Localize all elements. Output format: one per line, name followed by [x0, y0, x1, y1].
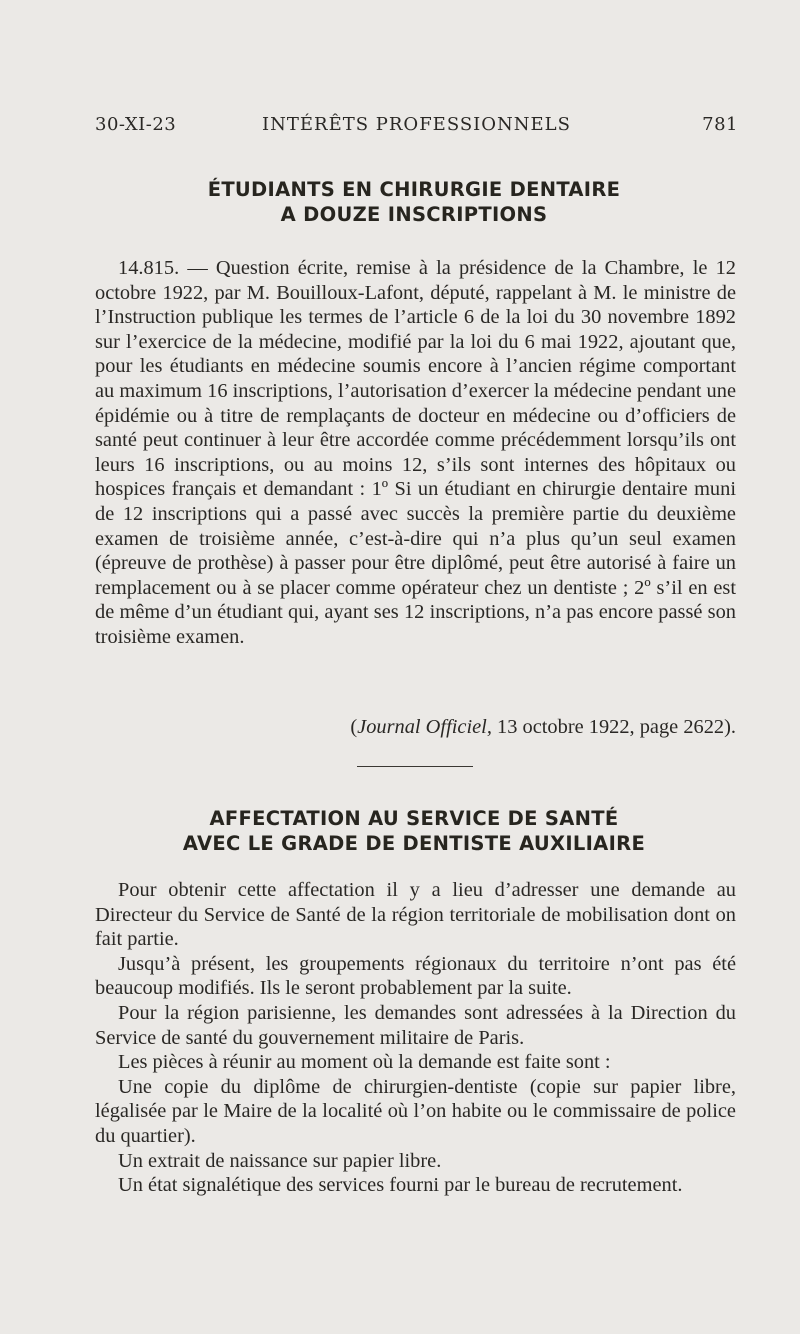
citation-details: 13 octobre 1922, page 2622).	[491, 716, 736, 738]
section-divider	[357, 766, 473, 767]
header-date: 30-XI-23	[95, 114, 177, 135]
section1-paragraph: 14.815. — Question écrite, remise à la présidence de la Chambre, le 12 octobre 1922, par M. Bouilloux-Lafont, député, rappelant à M. le ministre de l’Instruction publique les termes de l’article 6 de la loi du 30 novembre 1892 sur l’exercice de la médecine, modifié par la loi du 6 mai 1922, ajoutant que, pour les étudiants en médecine soumis encore à l’ancien régime comportant au maximum 16 inscriptions, l’autorisation d’exercer la médecine pendant une épidémie ou à titre de remplaçants de docteur en médecine ou d’officiers de santé peut continuer à leur être accordée comme précédemment lorsqu’ils ont leurs 16 inscriptions, ou au moins 12, s’ils sont internes des hôpitaux ou hospices français et demandant : 1º Si un étudiant en chirurgie dentaire muni de 12 inscriptions qui a passé avec succès la première partie du deuxième examen de troisième année, c’est-à-dire qui n’a plus qu’un seul examen (épreuve de prothèse) à passer pour être diplômé, peut être autorisé à faire un remplacement ou à se placer comme opérateur chez un dentiste ; 2º s’il en est de même d’un étudiant qui, ayant ses 12 inscriptions, n’a pas encore passé son troisième examen.	[95, 257, 736, 648]
section2-paragraph: Un extrait de naissance sur papier libre.	[118, 1149, 442, 1172]
section1-heading-line1: ÉTUDIANTS EN CHIRURGIE DENTAIRE	[207, 178, 621, 201]
section2-body	[95, 878, 736, 1198]
section2-paragraph: Un état signalétique des services fourni par le bureau de recrutement.	[118, 1174, 683, 1197]
citation-journal: Journal Officiel,	[357, 716, 492, 738]
header-title: INTÉRÊTS PROFESSIONNELS	[262, 114, 571, 135]
section1-heading	[90, 177, 738, 227]
section2-heading-line2: AVEC LE GRADE DE DENTISTE AUXILIAIRE	[182, 832, 646, 855]
section2-paragraph: Pour la région parisienne, les demandes sont adressées à la Direction du Service de santé du gouvernement militaire de Paris.	[95, 1001, 736, 1049]
section2-paragraph: Les pièces à réunir au moment où la demande est faite sont :	[118, 1051, 611, 1074]
running-header	[95, 114, 738, 140]
section2-paragraph: Pour obtenir cette affectation il y a lieu d’adresser une demande au Directeur du Service de Santé de la région territoriale de mobilisation dont on fait partie.	[95, 879, 736, 951]
page-number: 781	[702, 114, 738, 135]
citation: (Journal Officiel, 13 octobre 1922, page 2622).	[350, 716, 736, 738]
section1-heading-line2: A DOUZE INSCRIPTIONS	[280, 203, 548, 226]
section2-paragraph: Une copie du diplôme de chirurgien-dentiste (copie sur papier libre, légalisée par le Maire de la localité où l’on habite ou le commissaire de police du quartier).	[95, 1075, 736, 1147]
section1-body	[95, 256, 736, 650]
section2-heading	[90, 806, 738, 856]
section2-heading-line1: AFFECTATION AU SERVICE DE SANTÉ	[209, 807, 619, 830]
section2-paragraph: Jusqu’à présent, les groupements régionaux du territoire n’ont pas été beaucoup modifiés. Ils le seront probablement par la suite.	[95, 952, 736, 1000]
